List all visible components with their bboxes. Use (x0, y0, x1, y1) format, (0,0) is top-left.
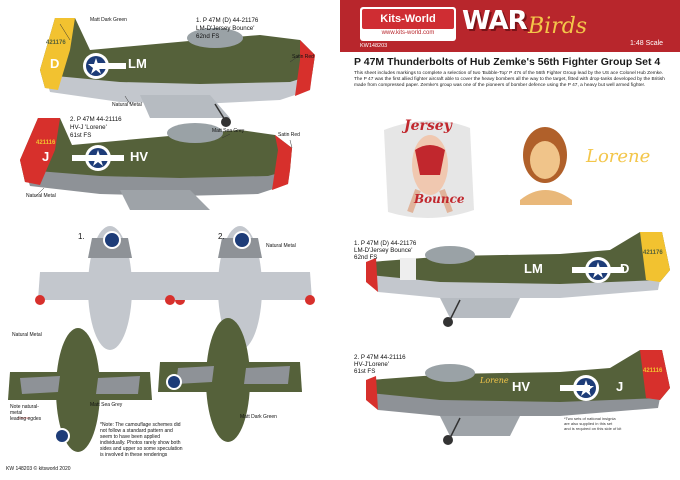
aircraft-1-code-right: LM (128, 56, 147, 71)
aircraft-2-code-left: J (42, 149, 50, 164)
decal-aircraft-1-code-left: LM (524, 261, 543, 276)
bounce-decal-text: Bounce (414, 192, 465, 206)
aircraft-2-tail-number: 421116 (36, 140, 56, 146)
decal-aircraft-1-caption-line3: 62nd FS (354, 254, 378, 261)
plan-view-2-number: 2. (218, 232, 225, 241)
product-code: KW148203 (360, 43, 388, 49)
aircraft-1-caption-line2: LM-D'Jersey Bounce' (196, 25, 255, 32)
lorene-portrait-decal (520, 127, 572, 205)
label-satin-red-2: Satin Red (278, 132, 300, 138)
aircraft-1-caption-line3: 62nd FS (196, 33, 220, 40)
aircraft-2-profile (20, 118, 292, 210)
decal-aircraft-1-caption-line2: LM-D'Jersey Bounce' (354, 247, 413, 254)
lorene-decal-text: Lorene (586, 146, 651, 167)
decal-aircraft-2-tail-number: 421116 (643, 368, 663, 374)
brand-logo: Kits-World (362, 9, 454, 29)
brand-url: www.kits-world.com (381, 30, 435, 36)
decal-aircraft-2-nose-art: Lorene (480, 376, 509, 385)
aircraft-2-caption-line3: 61st FS (70, 132, 92, 139)
sheet-description: This sheet includes markings to complete a selection of two 'Bubble-Top' P 47s of the 56th Fighter Group lead by the US ace Colonel Hub Zemke. The P 47 was the first allied fighter aircraft able to cover the heavy bombers all the way to the target, fitted with drop-tanks developed by the British made from compressed paper. Zemke's group was one of the pioneers of bomber defence using the P 47, a heavy but well armed fighter. (354, 71, 665, 88)
insignia-footnote: *Two sets of national insignia are also supplied in this set and is required on this side of kit (564, 416, 622, 431)
decal-aircraft-1-code-right: D (620, 261, 630, 276)
label-matt-sea-grey: Matt Sea Grey (212, 128, 245, 134)
aircraft-1-profile (40, 18, 315, 127)
decal-sheet (340, 0, 680, 480)
label-natural-metal-2: Natural Metal (26, 193, 56, 199)
plan-view-1-number: 1. (78, 232, 85, 241)
label-natural-metal-plan-left: Natural Metal (12, 332, 42, 338)
decal-aircraft-2-caption-line3: 61st FS (354, 368, 376, 375)
plan-view-1-top (35, 226, 185, 350)
decal-aircraft-1-tail-number: 421176 (643, 250, 663, 256)
scale-label: 1:48 Scale (630, 40, 664, 47)
decal-aircraft-2-caption-line1: 2. P 47M 44-21116 (354, 354, 406, 361)
camouflage-note: *Note: The camouflage schemes did not follow a standard pattern and seem to have been applied individually. Photos rarely show both sides and upper so some speculation is involved in these renderings (100, 422, 183, 458)
decal-aircraft-2-code-left: HV (512, 379, 531, 394)
series-war: WAR (462, 6, 527, 36)
label-matt-dark-green: Matt Dark Green (90, 17, 127, 23)
aircraft-2-caption-line2: HV-J 'Lorene' (70, 124, 107, 131)
decal-aircraft-2-caption-line2: HV-J'Lorene' (354, 361, 390, 368)
label-natural-metal-plan-right: Natural Metal (266, 243, 296, 249)
label-satin-red: Satin Red (292, 54, 314, 60)
aircraft-1-tail-number: 421176 (46, 40, 66, 46)
aircraft-1-caption-line1: 1. P 47M (D) 44-21176 (196, 17, 259, 24)
label-natural-metal: Natural Metal (112, 102, 142, 108)
jersey-decal-text: Jersey (404, 118, 452, 134)
sheet-title: P 47M Thunderbolts of Hub Zemke's 56th Fighter Group Set 4 (354, 56, 661, 68)
label-natural-metal-leading-edges: Note natural- metal leading egdes (10, 404, 42, 422)
aircraft-1-code-left: D (50, 56, 60, 71)
aircraft-2-caption-line1: 2. P 47M 44-21116 (70, 116, 122, 123)
series-birds: Birds (528, 14, 588, 39)
decal-aircraft-1-caption-line1: 1. P 47M (D) 44-21176 (354, 240, 417, 247)
label-matt-sea-grey-plan: Matt Sea Grey (90, 402, 123, 408)
label-matt-dark-green-plan: Matt Dark Green (240, 414, 277, 420)
aircraft-2-code-right: HV (130, 149, 149, 164)
left-footer: KW 148203 © kitsworld 2020 (6, 466, 71, 472)
decal-aircraft-2-code-right: J (616, 379, 624, 394)
